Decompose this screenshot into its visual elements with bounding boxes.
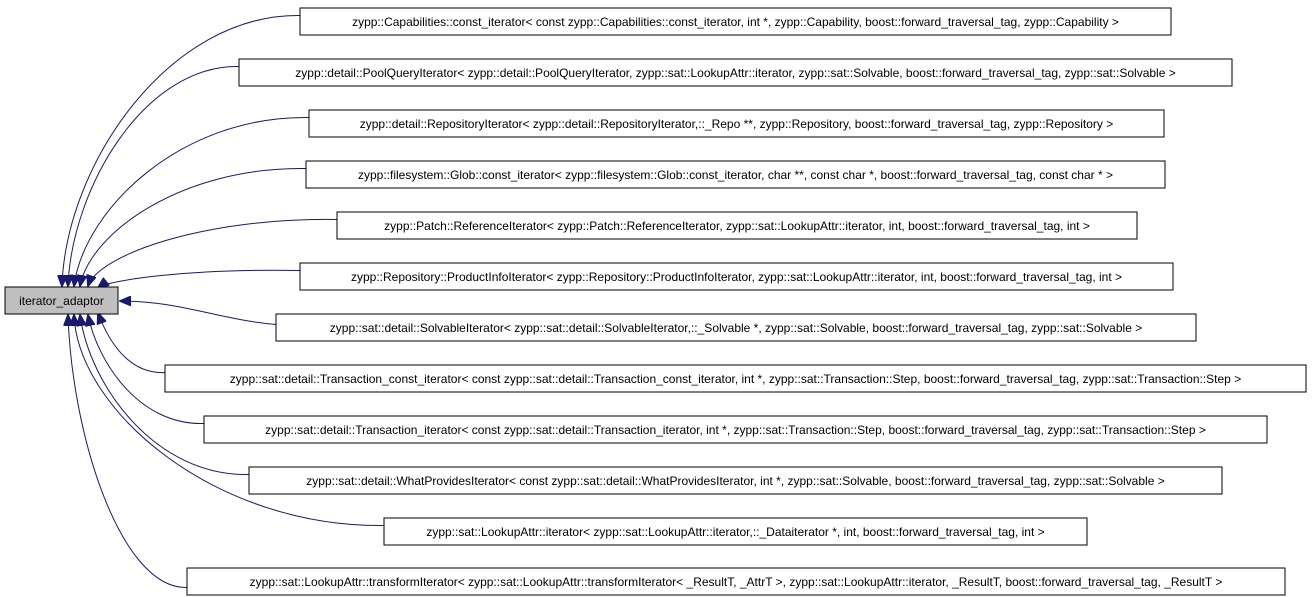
derived-class-label-6: zypp::Repository::ProductInfoIterator< zypp::Repository::ProductInfoIterator, zypp::sat::LookupAttr::iterator, int, boost::forward_traversal_tag, int > [350, 270, 1123, 284]
derived-class-label-5: zypp::Patch::ReferenceIterator< zypp::Patch::ReferenceIterator, zypp::sat::LookupAttr::iterator, int, boost::forward_traversal_tag, int > [384, 219, 1090, 233]
inheritance-edge-2 [68, 66, 239, 286]
derived-class-node-1[interactable] [300, 8, 1171, 35]
derived-class-label-10: zypp::sat::detail::WhatProvidesIterator< const zypp::sat::detail::WhatProvidesIterator, int *, zypp::sat::Solvable, boost::forward_traversal_tag, zypp::sat::Solvable > [306, 474, 1165, 488]
derived-class-label-9: zypp::sat::detail::Transaction_iterator< const zypp::sat::detail::Transaction_iterator, int *, zypp::sat::Transaction::Step, boost::forward_traversal_tag, zypp::sat::Transaction::Step > [265, 423, 1206, 437]
derived-class-node-3[interactable] [309, 110, 1164, 137]
derived-class-node-10[interactable] [249, 467, 1222, 494]
derived-class-label-4: zypp::filesystem::Glob::const_iterator< zypp::filesystem::Glob::const_iterator, char **, const char *, boost::forward_traversal_tag, const char * > [357, 168, 1114, 182]
derived-class-label-3: zypp::detail::RepositoryIterator< zypp::detail::RepositoryIterator,::_Repo **, zypp::Repository, boost::forward_traversal_tag, zypp::Repository > [359, 117, 1114, 131]
derived-class-node-12[interactable] [187, 568, 1285, 595]
derived-class-node-8[interactable] [165, 365, 1306, 392]
derived-class-node-7[interactable] [276, 314, 1196, 341]
inheritance-edge-4 [80, 168, 306, 286]
inheritance-edge-7 [120, 301, 276, 325]
base-class-node[interactable] [5, 287, 118, 314]
nodes-layer [5, 8, 1306, 595]
derived-class-node-2[interactable] [239, 59, 1232, 86]
inheritance-edge-1 [62, 15, 300, 286]
inheritance-edge-10 [80, 315, 249, 475]
inheritance-edge-8 [98, 313, 165, 373]
derived-class-node-9[interactable] [204, 416, 1267, 443]
derived-class-node-11[interactable] [384, 518, 1087, 545]
inheritance-edge-6 [98, 270, 300, 288]
derived-class-label-1: zypp::Capabilities::const_iterator< const zypp::Capabilities::const_iterator, int *, zypp::Capability, boost::forward_traversal_tag, zypp::Capability > [352, 15, 1119, 29]
derived-class-label-8: zypp::sat::detail::Transaction_const_iterator< const zypp::sat::detail::Transaction_const_iterator, int *, zypp::sat::Transaction::Step, boost::forward_traversal_tag, zypp::sat::Transaction::Step > [229, 372, 1242, 386]
base-class-label: iterator_adaptor [19, 294, 104, 308]
derived-class-label-11: zypp::sat::LookupAttr::iterator< zypp::sat::LookupAttr::iterator,::_Dataiterator *, int, boost::forward_traversal_tag, int > [426, 525, 1045, 539]
derived-class-label-2: zypp::detail::PoolQueryIterator< zypp::detail::PoolQueryIterator, zypp::sat::LookupAttr::iterator, zypp::sat::Solvable, boost::forward_traversal_tag, zypp::sat::Solvable > [295, 66, 1176, 80]
inheritance-edge-12 [68, 315, 187, 588]
derived-class-node-6[interactable] [300, 263, 1173, 290]
derived-class-label-12: zypp::sat::LookupAttr::transformIterator< zypp::sat::LookupAttr::transformIterator< _ResultT, _AttrT >, zypp::sat::LookupAttr::iterator, _ResultT, boost::forward_traversal_tag, _ResultT > [249, 575, 1223, 589]
derived-class-node-4[interactable] [306, 161, 1165, 188]
derived-class-node-5[interactable] [337, 212, 1137, 239]
derived-class-label-7: zypp::sat::detail::SolvableIterator< zypp::sat::detail::SolvableIterator,::_Solvable *, zypp::sat::Solvable, boost::forward_traversal_tag, zypp::sat::Solvable > [329, 321, 1143, 335]
inheritance-edge-3 [74, 117, 309, 286]
